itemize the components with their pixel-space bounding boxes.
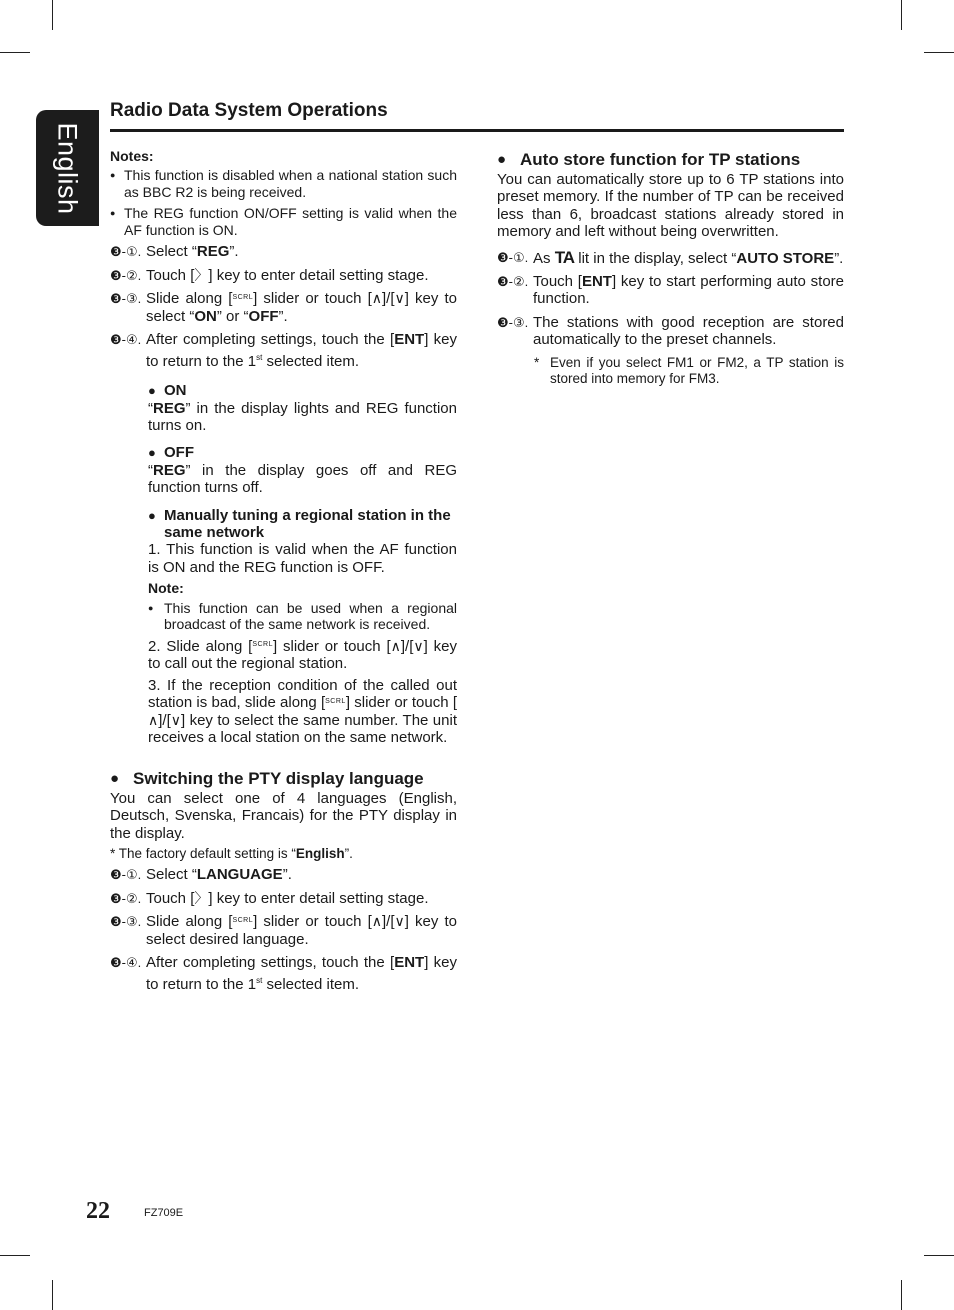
- option-off: [110, 444, 457, 496]
- auto-store-note: * Even if you select FM1 or FM2, a TP station is stored into memory for FM3.: [534, 354, 844, 387]
- crop-mark: [52, 0, 53, 30]
- crop-mark: [901, 1280, 902, 1310]
- note-item: ● The REG function ON/OFF setting is valid when the AF function is ON.: [110, 205, 457, 238]
- option-on: [110, 382, 457, 434]
- option-off-text: “REG” in the display goes off and REG function turns off.: [148, 461, 457, 497]
- auto-store-step-1: ❸-①. As TA lit in the display, select “AUTO STORE”.: [497, 247, 844, 267]
- step-number: ❸-①.: [110, 867, 142, 883]
- page-number: 22: [86, 1198, 110, 1224]
- option-on-text: “REG” in the display lights and REG function turns on.: [148, 399, 457, 434]
- option-off-title: ● OFF: [148, 444, 457, 461]
- up-arrow-icon: ∧: [371, 913, 382, 930]
- up-arrow-icon: ∧: [390, 637, 401, 654]
- down-arrow-icon: ∨: [170, 711, 182, 728]
- manual-note: ● This function can be used when a regional broadcast of the same network is received.: [148, 600, 457, 633]
- step-number: ❸-④.: [110, 955, 142, 971]
- crop-mark: [901, 0, 902, 30]
- pty-step-confirm: ❸-④. After completing settings, touch the [ENT] key to return to the 1st selected item.: [110, 954, 457, 993]
- step-touch-right: ❸-②. Touch [〉] key to enter detail setting stage.: [110, 266, 429, 284]
- down-arrow-icon: ∨: [413, 637, 424, 654]
- scrl-slider-icon: SCRL: [325, 697, 346, 705]
- step-number: ❸-①.: [110, 244, 142, 260]
- note-item: ● This function is disabled when a national station such as BBC R2 is being received.: [110, 167, 457, 200]
- step-number: ❸-③.: [497, 314, 529, 330]
- title-rule: [110, 129, 844, 132]
- step-number: ❸-③.: [110, 914, 142, 930]
- manual-tuning-title: ● Manually tuning a regional station in the same network: [148, 507, 457, 542]
- left-column: [110, 148, 457, 999]
- pty-paragraph: You can select one of 4 languages (English, Deutsch, Svenska, Francais) for the PTY display in the display.: [110, 789, 457, 842]
- pty-heading: ● Switching the PTY display language: [110, 769, 457, 789]
- step-number: ❸-④.: [110, 332, 142, 348]
- up-arrow-icon: ∧: [371, 290, 382, 307]
- crop-mark: [0, 52, 30, 53]
- pty-step-slide: ❸-③. Slide along [SCRL] slider or touch [∧]/[∨] key to select desired language.: [110, 913, 457, 948]
- step-number: ❸-②.: [110, 890, 142, 906]
- step-number: ❸-①.: [497, 249, 529, 265]
- crop-mark: [924, 1255, 954, 1256]
- section-title: Radio Data System Operations: [110, 100, 388, 121]
- pty-step-select: ❸-①. Select “LANGUAGE”.: [110, 866, 292, 884]
- ta-indicator-icon: TA: [554, 247, 575, 267]
- step-select-reg: ❸-①. Select “REG”.: [110, 243, 239, 261]
- down-arrow-icon: ∨: [394, 290, 405, 307]
- pty-step-touch-right: ❸-②. Touch [〉] key to enter detail setting stage.: [110, 889, 429, 907]
- step-number: ❸-③.: [110, 291, 142, 307]
- manual-item-1: 1. This function is valid when the AF function is ON and the REG function is OFF.: [148, 541, 457, 576]
- notes-title: Notes:: [110, 148, 154, 164]
- pty-default-note: * The factory default setting is “English”.: [110, 845, 353, 861]
- scrl-slider-icon: SCRL: [232, 293, 254, 301]
- right-arrow-icon: 〉: [194, 889, 209, 906]
- manual-note-title: Note:: [148, 580, 184, 597]
- crop-mark: [924, 52, 954, 53]
- right-column: [497, 150, 844, 388]
- scrl-slider-icon: SCRL: [232, 916, 254, 924]
- manual-item-2: 2. Slide along [SCRL] slider or touch [∧]/[∨] key to call out the regional station.: [148, 637, 458, 673]
- manual-tuning: [110, 507, 457, 747]
- step-slide-scrl: ❸-③. Slide along [SCRL] slider or touch [∧]/[∨] key to select “ON” or “OFF”.: [110, 290, 457, 325]
- auto-store-step-2: ❸-②. Touch [ENT] key to start performing auto store function.: [497, 273, 844, 308]
- down-arrow-icon: ∨: [394, 913, 405, 930]
- right-arrow-icon: 〉: [194, 266, 209, 283]
- crop-mark: [52, 1280, 53, 1310]
- manual-item-3: 3. If the reception condition of the called out station is bad, slide along [SCRL] slider or touch [∧]/[∨] key to select the same number. The unit receives a local station on the same network.: [148, 676, 458, 747]
- auto-store-step-3: ❸-③. The stations with good reception are stored automatically to the preset channels.: [497, 313, 844, 349]
- auto-store-heading: ● Auto store function for TP stations: [497, 150, 844, 170]
- step-confirm-ent: ❸-④. After completing settings, touch the [ENT] key to return to the 1st selected item.: [110, 331, 457, 370]
- model-code: FZ709E: [144, 1207, 184, 1219]
- step-number: ❸-②.: [110, 267, 142, 283]
- step-number: ❸-②.: [497, 274, 529, 290]
- auto-store-paragraph: You can automatically store up to 6 TP stations into preset memory. If the number of TP can be received less than 6, broadcast stations already stored in memory and left without being overwritten.: [497, 171, 844, 241]
- crop-mark: [0, 1255, 30, 1256]
- up-arrow-icon: ∧: [148, 711, 159, 728]
- scrl-slider-icon: SCRL: [252, 640, 273, 648]
- option-on-title: ● ON: [148, 382, 457, 399]
- language-tab-label: English: [53, 121, 83, 215]
